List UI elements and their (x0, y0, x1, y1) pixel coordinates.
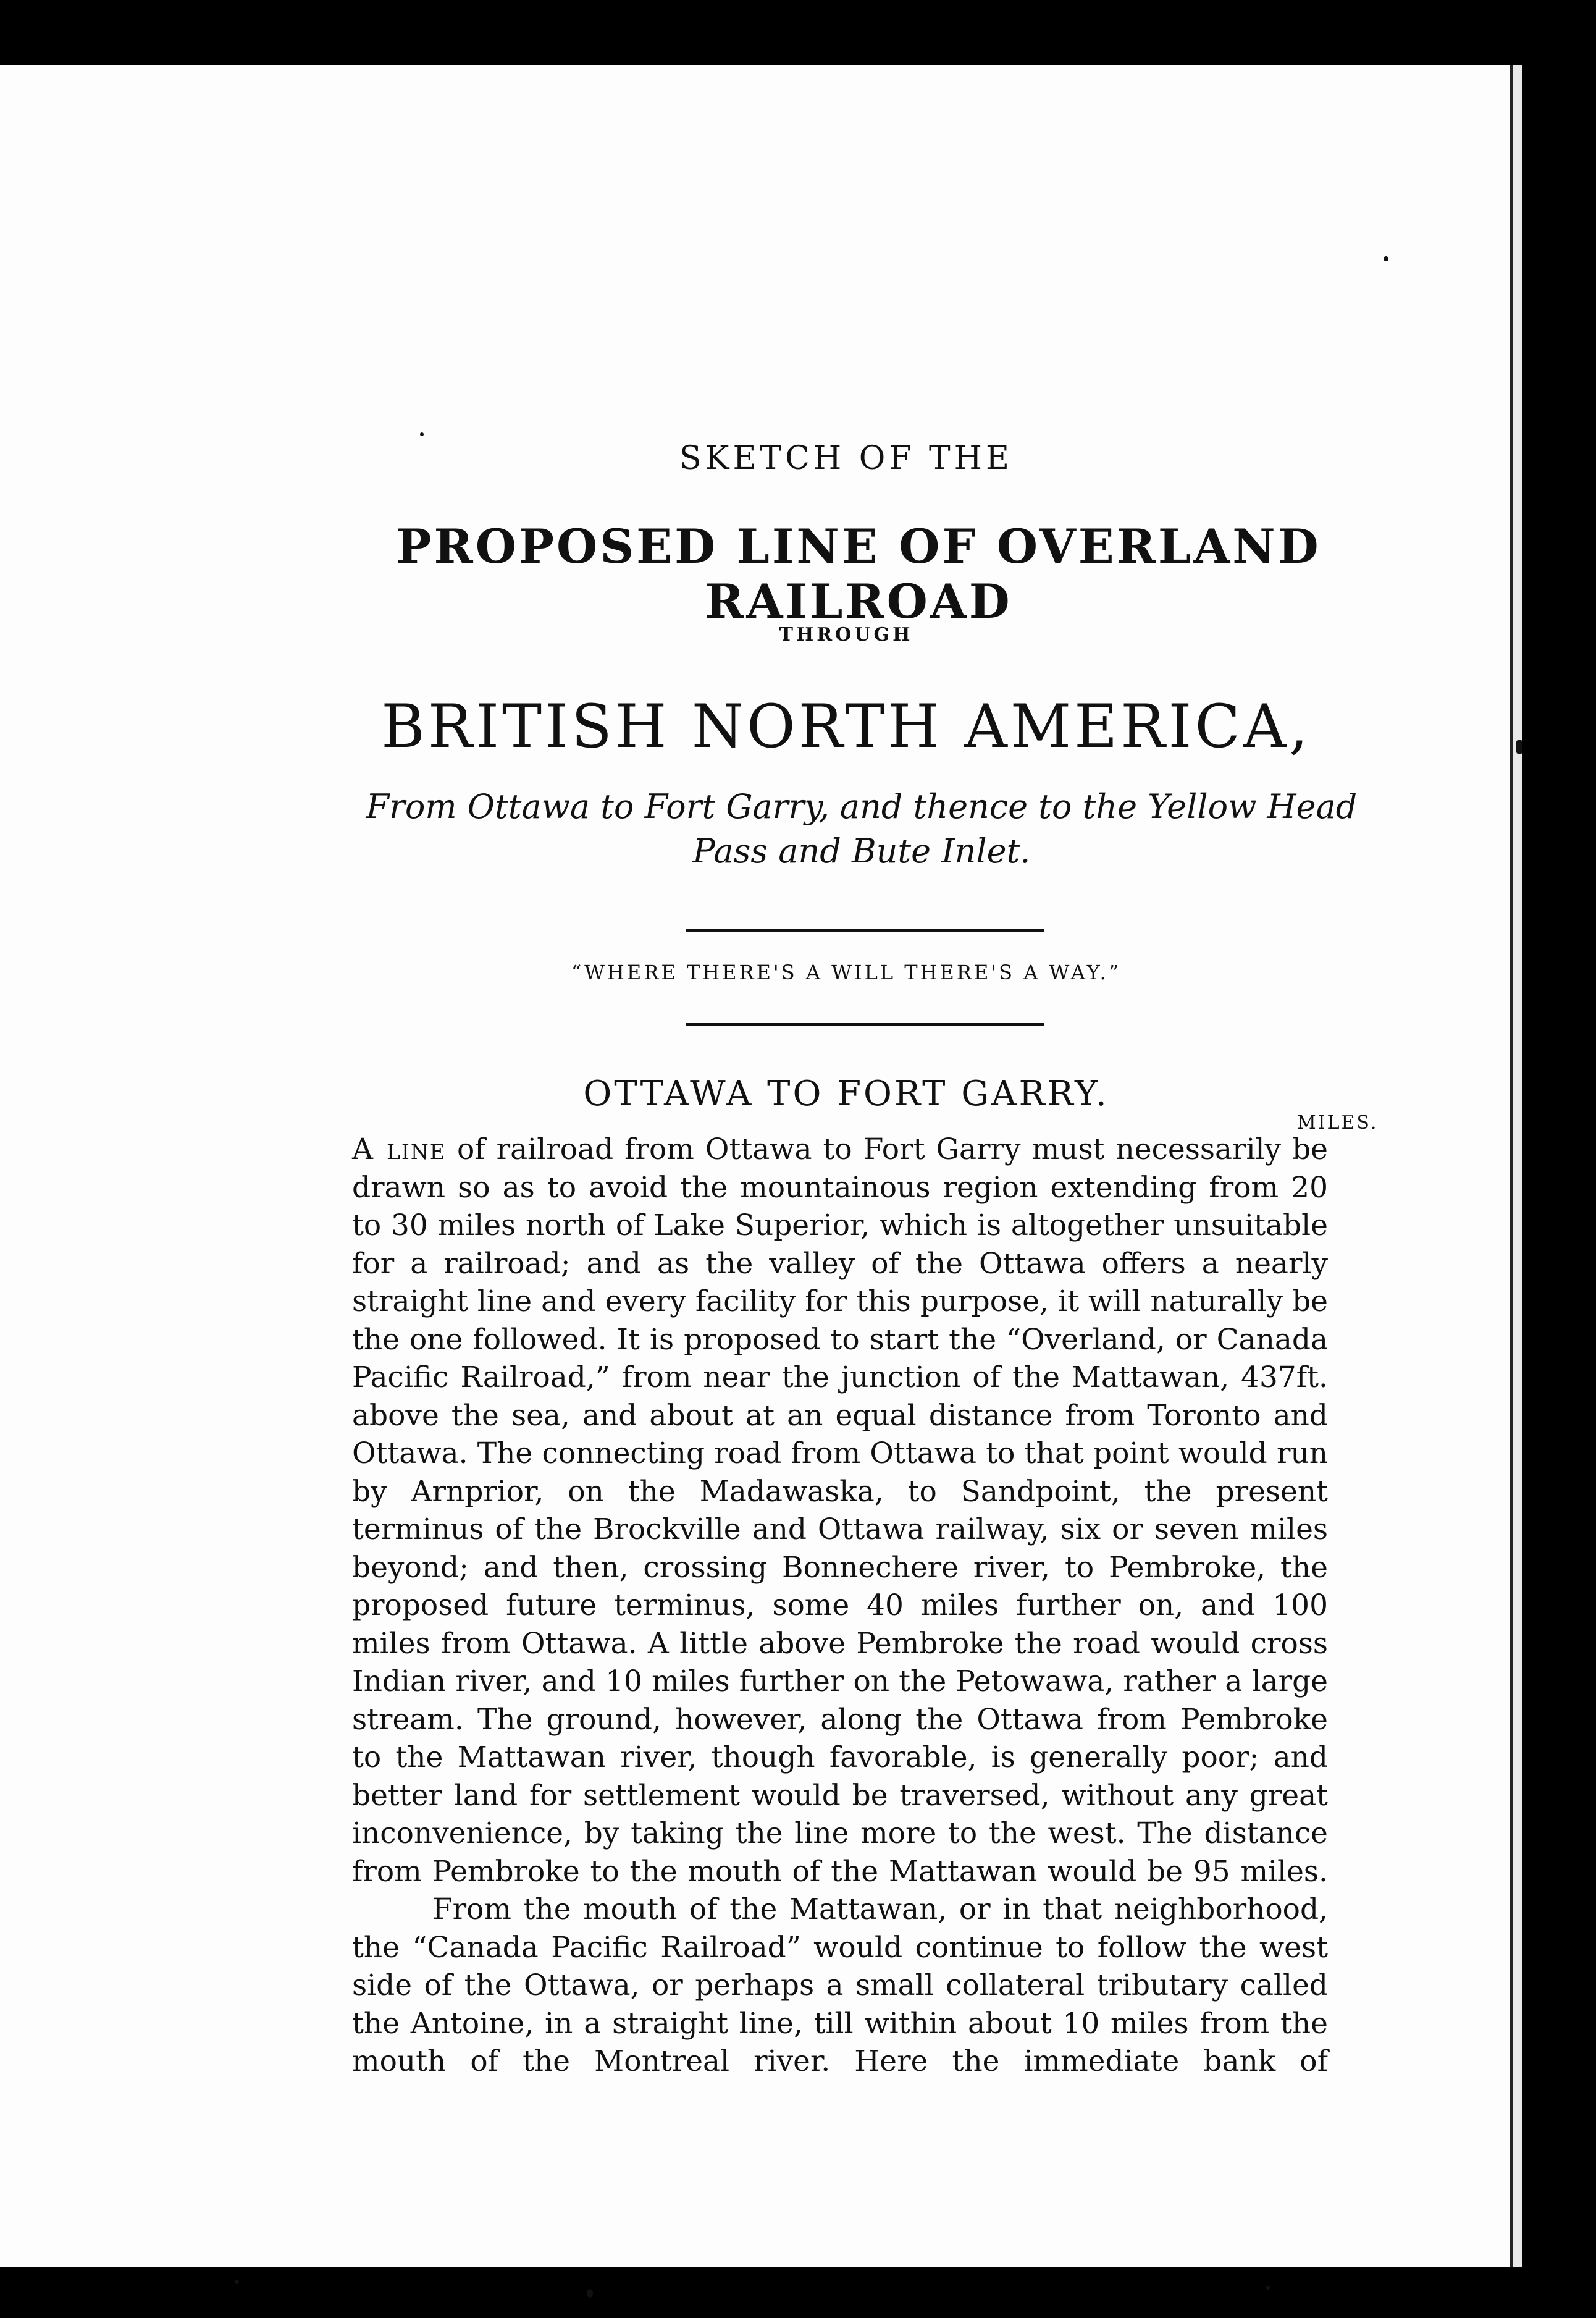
title-main: PROPOSED LINE OF OVERLAND RAILROAD (396, 519, 1321, 629)
lead-small-caps: A line (352, 1132, 446, 1166)
scan-speck (235, 2280, 239, 2284)
section-heading: OTTAWA TO FORT GARRY. (583, 1074, 1109, 1114)
divider-rule-bottom (686, 1023, 1044, 1026)
scan-speck (420, 432, 424, 436)
divider-rule-top (686, 929, 1044, 932)
title-region: BRITISH NORTH AMERICA, (381, 692, 1311, 761)
title-sketch-of: SKETCH OF THE (679, 440, 1013, 477)
title-through: THROUGH (779, 624, 914, 646)
title-subtitle: From Ottawa to Fort Garry, and thence to the Yellow Head Pass and Bute Inlet. (366, 787, 1358, 870)
paragraph-1 (352, 1131, 1328, 1890)
motto: “WHERE THERE'S A WILL THERE'S A WAY.” (571, 961, 1122, 984)
page-edge (1510, 65, 1522, 2267)
paragraph-2: From the mouth of the Mattawan, or in that neighborhood, the “Canada Pacific Railroad” would continue to follow the west side of the Ottawa, or perhaps a small collateral tributary called the Antoine, in a straight line, till within about 10 miles from the mouth of the Montreal river. Here the immediate bank of (352, 1892, 1328, 2078)
body-text (352, 1131, 1328, 2081)
margin-note-miles: MILES. (1297, 1112, 1379, 1134)
scan-speck (1266, 2286, 1270, 2290)
paragraph-1-text: of railroad from Ottawa to Fort Garry must necessarily be drawn so as to avoid the mountainous region extending from 20 to 30 miles north of Lake Superior, which is altogether unsuitable for a railroad; and as the valley of the Ottawa offers a nearly straight line and every facility for this purpose, it will naturally be the one followed. It is proposed to start the “Overland, or Canada Pacific Railroad,” from near the junction of the Mattawan, 437ft. above the sea, and about at an equal distance from Toronto and Ottawa. The connecting road from Ottawa to that point would run by Arnprior, on the Madawaska, to Sandpoint, the present terminus of the Brockville and Ottawa railway, six or seven miles beyond; and then, crossing Bonnechere river, to Pembroke, the proposed future terminus, some 40 miles further on, and 100 miles from Ottawa. A little above Pembroke the road would cross Indian river, and 10 miles further on the Petowawa, rather a large stream. The ground, however, along the Ottawa from Pembroke to the Mattawan river, though favorable, is generally poor; and better land for settlement would be traversed, without any great inconvenience, by taking the line more to the west. The distance from Pembroke to the mouth of the Mattawan would be 95 miles. (352, 1132, 1328, 1889)
scan-speck (1384, 256, 1388, 261)
scan-speck (1516, 740, 1522, 754)
scan-speck (587, 2289, 593, 2298)
